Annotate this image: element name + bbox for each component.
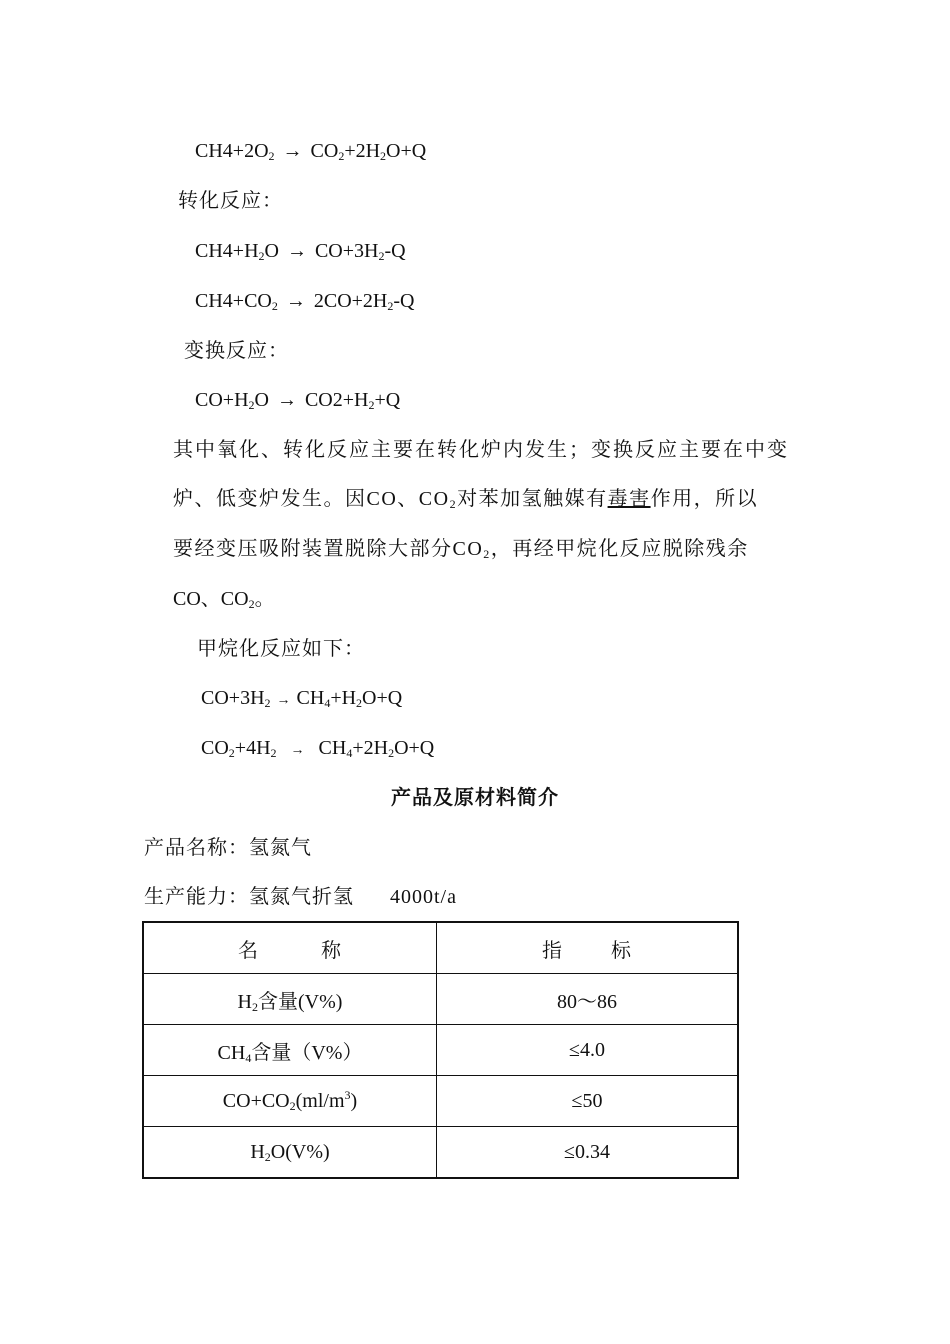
equation-methanation-2 (201, 736, 434, 763)
reaction-arrow-icon: → (276, 693, 291, 708)
reaction-arrow-icon: → (290, 743, 305, 758)
cell-subscript: 2 (252, 999, 258, 1014)
header-name (143, 922, 437, 974)
eq-text: +4H (234, 737, 271, 759)
header-value-text: 指 标 (542, 939, 632, 962)
cell-text: 含量（V%） (251, 1041, 363, 1064)
product-name-line (144, 836, 312, 860)
cell-subscript: 4 (245, 1050, 252, 1065)
table-row (143, 974, 738, 1025)
paragraph-text: CO、CO (173, 588, 249, 610)
cell-text: ) (350, 1089, 358, 1112)
paragraph-text: 要经变压吸附装置脱除大部分CO (173, 538, 484, 560)
eq-text: CO+3H (201, 687, 265, 709)
eq-subscript: 2 (271, 299, 278, 313)
paragraph-line-3 (173, 537, 749, 561)
paragraph-text: 。 (254, 588, 275, 610)
product-name-value: 氢氮气 (249, 837, 312, 859)
eq-text: +2H (352, 737, 389, 759)
paragraph-text: ，再经甲烷化反应脱除残余 (490, 538, 749, 560)
product-name-label: 产品名称： (144, 837, 249, 859)
cell-superscript: 3 (344, 1087, 351, 1102)
eq-text: O (264, 240, 279, 262)
cell-subscript: 2 (289, 1098, 296, 1113)
eq-subscript: 2 (264, 696, 271, 710)
equation-conversion-1 (195, 239, 406, 263)
reaction-arrow-icon: → (285, 290, 306, 312)
eq-text: -Q (384, 240, 406, 262)
eq-text: CO+3H (314, 240, 379, 262)
row-name-cell (143, 974, 437, 1025)
eq-subscript: 4 (324, 696, 331, 710)
methanation-heading: 甲烷化反应如下： (197, 638, 365, 660)
row-name-cell (143, 1076, 437, 1127)
row-value-cell: 80～86 (437, 974, 739, 1025)
eq-text: CH (296, 687, 325, 709)
underlined-term: 毒害 (607, 488, 651, 510)
paragraph-subscript: 2 (449, 497, 458, 511)
eq-subscript: 2 (248, 398, 255, 412)
paragraph-text: 对苯加氢触媒有 (457, 488, 608, 510)
row-value-cell: ≤0.34 (437, 1127, 739, 1179)
row-name-cell (143, 1025, 437, 1076)
eq-subscript: 2 (356, 696, 363, 710)
eq-text: CH (318, 737, 347, 759)
conversion-heading: 转化反应： (178, 190, 283, 212)
eq-text: +Q (374, 389, 401, 411)
eq-subscript: 2 (368, 398, 375, 412)
paragraph-subscript: 2 (248, 597, 255, 611)
cell-text: O(V%) (270, 1140, 330, 1163)
reaction-arrow-icon: → (286, 240, 307, 262)
paragraph-text: 作用，所以 (650, 488, 759, 510)
eq-text: O+Q (386, 140, 427, 162)
eq-subscript: 2 (338, 149, 345, 163)
cell-text: CO+CO (222, 1089, 290, 1112)
eq-text: CO (201, 737, 229, 759)
cell-text: H (237, 990, 252, 1013)
eq-text: O+Q (394, 737, 435, 759)
equation-oxidation (195, 139, 426, 163)
eq-subscript: 2 (258, 249, 265, 263)
header-value (437, 922, 739, 974)
eq-text: 2CO+2H (313, 290, 388, 312)
eq-text: O (254, 389, 269, 411)
spec-table (142, 921, 739, 1179)
reaction-arrow-icon: → (276, 389, 297, 411)
table-row (143, 1076, 738, 1127)
paragraph-line-1: 其中氧化、转化反应主要在转化炉内发生；变换反应主要在中变 (173, 439, 789, 461)
row-value-cell: ≤50 (437, 1076, 739, 1127)
capacity-label: 生产能力： (144, 886, 249, 908)
header-name-text: 名 称 (238, 939, 342, 962)
cell-text: CH (217, 1041, 246, 1064)
equation-shift (195, 388, 400, 412)
eq-subscript: 2 (388, 746, 395, 760)
eq-text: CH4+CO (195, 290, 272, 312)
eq-text: -Q (393, 290, 415, 312)
eq-subscript: 2 (378, 249, 385, 263)
row-name-cell (143, 1127, 437, 1179)
cell-text: 含量(V%) (258, 990, 343, 1013)
table-row (143, 1127, 738, 1179)
eq-subscript: 2 (387, 299, 394, 313)
eq-text: +2H (344, 140, 381, 162)
eq-text: O+Q (362, 687, 403, 709)
row-value-cell: ≤4.0 (437, 1025, 739, 1076)
reaction-arrow-icon: → (282, 140, 303, 162)
eq-subscript: 4 (346, 746, 353, 760)
paragraph-line-4 (173, 587, 275, 611)
eq-subscript: 2 (268, 149, 275, 163)
eq-text: CH4+2O (195, 140, 269, 162)
equation-methanation-1 (201, 686, 402, 713)
table-header-row (143, 922, 738, 974)
capacity-value: 氢氮气折氢 (249, 886, 354, 908)
paragraph-line-2 (173, 487, 758, 511)
capacity-amount: 4000t/a (390, 886, 457, 908)
paragraph-text: 炉、低变炉发生。因CO、CO (173, 488, 450, 510)
eq-subscript: 2 (270, 746, 277, 760)
cell-subscript: 2 (264, 1149, 271, 1164)
section-title: 产品及原材料简介 (391, 787, 559, 809)
eq-text: CO+H (195, 389, 249, 411)
capacity-line (144, 885, 457, 909)
table-row (143, 1025, 738, 1076)
equation-conversion-2 (195, 289, 414, 313)
eq-subscript: 2 (380, 149, 387, 163)
eq-text: +H (330, 687, 357, 709)
cell-text: (ml/m (295, 1089, 345, 1112)
shift-heading: 变换反应： (184, 340, 289, 362)
eq-text: CO2+H (304, 389, 369, 411)
cell-text: H (250, 1140, 265, 1163)
eq-text: CH4+H (195, 240, 259, 262)
paragraph-subscript: 2 (483, 547, 491, 561)
eq-subscript: 2 (228, 746, 235, 760)
eq-text: CO (310, 140, 339, 162)
